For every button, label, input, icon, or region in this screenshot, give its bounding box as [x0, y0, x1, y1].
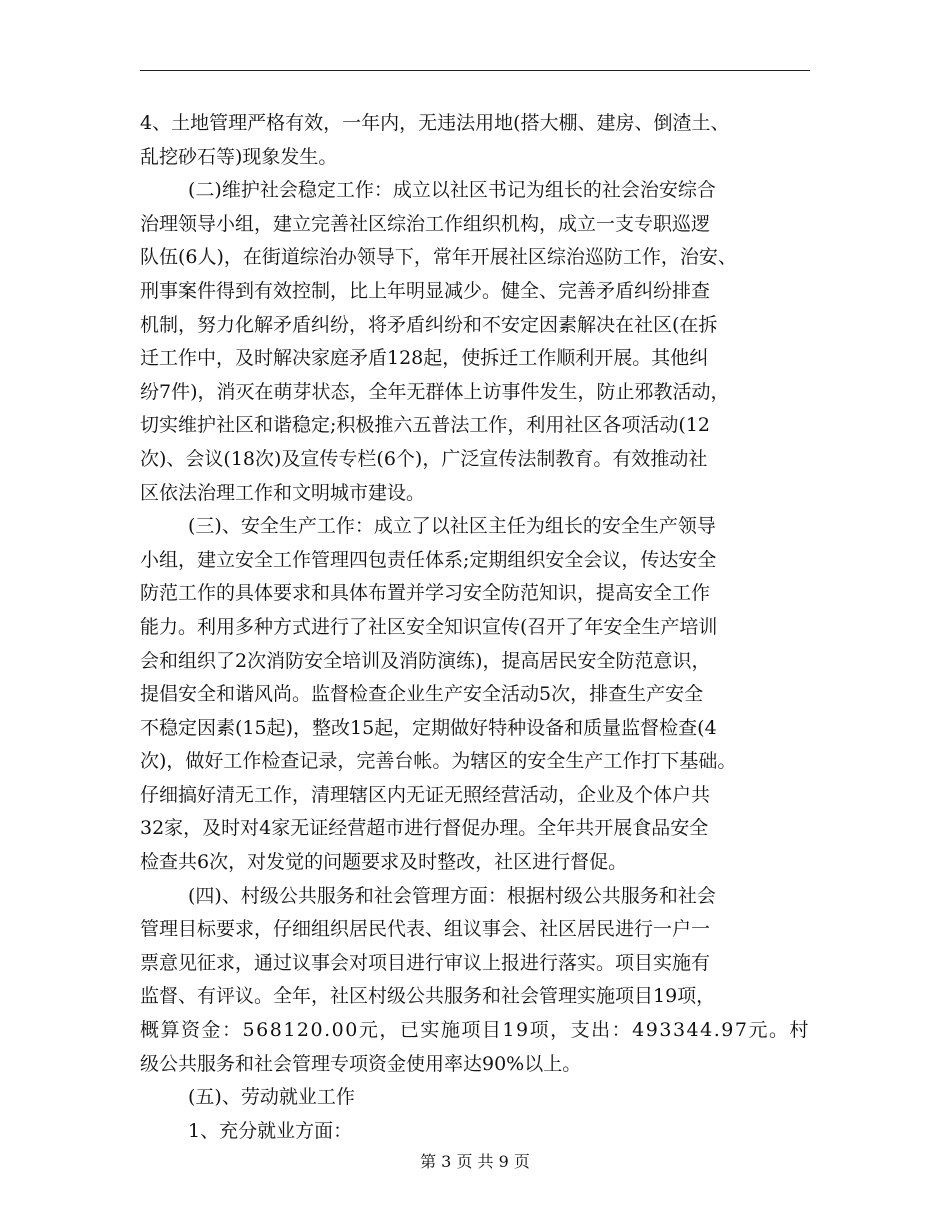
- text-line: 4、土地管理严格有效，一年内，无违法用地(搭大棚、建房、倒渣土、: [140, 112, 730, 134]
- text-line: (五)、劳动就业工作: [188, 1086, 355, 1109]
- text-line: 切实维护社区和谐稳定;积极推六五普法工作，利用社区各项活动(12: [140, 414, 710, 437]
- text-line: 区依法治理工作和文明城市建设。: [140, 481, 426, 504]
- text-line: 乱挖砂石等)现象发生。: [140, 145, 338, 168]
- text-line: 次)，做好工作检查记录，完善台帐。为辖区的安全生产工作打下基础。: [140, 750, 737, 773]
- text-line: 监督、有评议。全年，社区村级公共服务和社会管理实施项目19项，: [140, 985, 716, 1008]
- document-body: [140, 107, 810, 1148]
- text-line: 32家，及时对4家无证经营超市进行督促办理。全年共开展食品安全: [140, 817, 709, 840]
- text-line: 仔细搞好清无工作，清理辖区内无证无照经营活动，企业及个体户共: [140, 783, 711, 806]
- text-line: (四)、村级公共服务和社会管理方面：根据村级公共服务和社会: [188, 884, 716, 907]
- text-line: 1、充分就业方面：: [188, 1119, 353, 1142]
- text-line: 不稳定因素(15起)，整改15起，定期做好特种设备和质量监督检查(4: [140, 716, 717, 739]
- text-line: 次)、会议(18次)及宣传专栏(6个)，广泛宣传法制教育。有效推动社: [140, 447, 708, 470]
- text-line: 小组，建立安全工作管理四包责任体系;定期组织安全会议，传达安全: [140, 548, 717, 571]
- header-rule: [140, 70, 810, 71]
- page-number-footer: 第 3 页 共 9 页: [420, 1152, 530, 1171]
- text-line: (二)维护社会稳定工作：成立以社区书记为组长的社会治安综合: [188, 179, 716, 202]
- text-line: 刑事案件得到有效控制，比上年明显减少。健全、完善矛盾纠纷排查: [140, 279, 711, 302]
- text-line: 防范工作的具体要求和具体布置并学习安全防范知识，提高安全工作: [140, 582, 711, 605]
- text-line: 级公共服务和社会管理专项资金使用率达90%以上。: [140, 1052, 582, 1075]
- text-line: 概算资金：568120.00元，已实施项目19项，支出：493344.97元。村: [140, 1019, 810, 1042]
- text-line: 票意见征求，通过议事会对项目进行审议上报进行落实。项目实施有: [140, 951, 711, 974]
- text-line: 会和组织了2次消防安全培训及消防演练)，提高居民安全防范意识，: [140, 649, 711, 672]
- text-line: 检查共6次，对发觉的问题要求及时整改，社区进行督促。: [140, 851, 628, 874]
- text-line: 能力。利用多种方式进行了社区安全知识宣传(召开了年安全生产培训: [140, 615, 718, 638]
- text-line: 治理领导小组，建立完善社区综治工作组织机构，成立一支专职巡逻: [140, 212, 711, 235]
- text-line: 纷7件)，消灭在萌芽状态，全年无群体上访事件发生，防止邪教活动，: [140, 380, 730, 403]
- text-line: 队伍(6人)，在街道综治办领导下，常年开展社区综治巡防工作，治安、: [140, 246, 737, 269]
- text-line: 提倡安全和谐风尚。监督检查企业生产安全活动5次，排查生产安全: [140, 683, 704, 706]
- text-line: 机制，努力化解矛盾纠纷，将矛盾纠纷和不安定因素解决在社区(在拆: [140, 313, 718, 336]
- text-line: (三)、安全生产工作：成立了以社区主任为组长的安全生产领导: [188, 515, 716, 538]
- text-line: 迁工作中，及时解决家庭矛盾128起，使拆迁工作顺利开展。其他纠: [140, 347, 709, 370]
- text-line: 管理目标要求，仔细组织居民代表、组议事会、社区居民进行一户一: [140, 918, 711, 941]
